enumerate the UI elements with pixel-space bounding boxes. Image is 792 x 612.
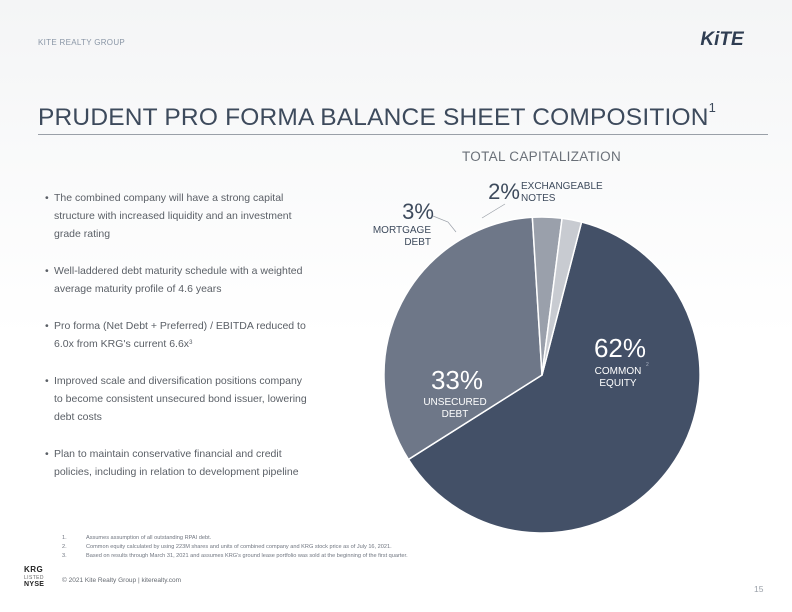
badge-exchange: NYSE (24, 581, 45, 588)
pie-category-label: EXCHANGEABLE NOTES (521, 181, 603, 204)
pie-category-label: COMMON EQUITY (594, 366, 642, 389)
logo-text: KiTE (700, 29, 744, 50)
bullet-dot: • (45, 448, 49, 460)
bullet-dot: • (45, 192, 49, 204)
footnote-text: Based on results through March 31, 2021 and assumes KRG's ground lease portfolio was sold at the beginning of the first quarter. (86, 553, 408, 559)
bullet-text: Plan to maintain conservative financial and credit policies, including in relation to development pipeline (54, 448, 299, 478)
title-footnote-ref: 1 (708, 100, 717, 115)
chart-title: TOTAL CAPITALIZATION (462, 149, 622, 164)
pie-percent-label: 33% (430, 365, 484, 395)
copyright-text: © 2021 Kite Realty Group | kiterealty.com (62, 577, 182, 584)
footnotes (62, 534, 502, 561)
pie-percent-label: 2% (488, 179, 520, 204)
footnote-number: 1. (62, 535, 67, 541)
footnote-item (62, 543, 502, 552)
pie-category-label: MORTGAGE DEBT (372, 225, 431, 248)
footnote-number: 3. (62, 553, 67, 559)
pie-leader-line (482, 204, 505, 218)
bullet-dot: • (45, 320, 49, 332)
pie-percent-label: 62% (593, 333, 647, 363)
pie-category-label: UNSECURED DEBT (423, 397, 487, 420)
footnote-text: Common equity calculated by using 223M shares and units of combined company and KRG stock price as of July 16, 2021. (86, 544, 392, 550)
bullet-footnote-ref: 3 (189, 340, 193, 346)
pie-leader-line (433, 216, 456, 232)
bullet-text: The combined company will have a strong capital structure with increased liquidity and an investment grade rating (54, 192, 292, 240)
company-label: KITE REALTY GROUP (38, 38, 126, 47)
page-title-text: PRUDENT PRO FORMA BALANCE SHEET COMPOSITION (38, 104, 709, 131)
nyse-listing-badge (24, 565, 46, 588)
bullet-text: Well-laddered debt maturity schedule with a weighted average maturity profile of 4.6 years (54, 265, 303, 295)
footnote-text: Assumes assumption of all outstanding RPAI debt. (86, 535, 212, 541)
bullet-dot: • (45, 265, 49, 277)
badge-listed: LISTED (24, 575, 44, 581)
pie-percent-label: 3% (402, 199, 434, 224)
pie-footnote-ref: 2 (646, 362, 649, 368)
badge-ticker: KRG (24, 565, 44, 574)
footnote-number: 2. (62, 544, 67, 550)
bullet-text: Pro forma (Net Debt + Preferred) / EBITDA reduced to 6.0x from KRG's current 6.6x (54, 320, 306, 350)
bullet-text: Improved scale and diversification positions company to become consistent unsecured bond issuer, lowering debt costs (54, 375, 307, 423)
page-number: 15 (754, 584, 764, 594)
footnote-item (62, 534, 502, 543)
bullet-dot: • (45, 375, 49, 387)
footnote-item (62, 552, 502, 561)
